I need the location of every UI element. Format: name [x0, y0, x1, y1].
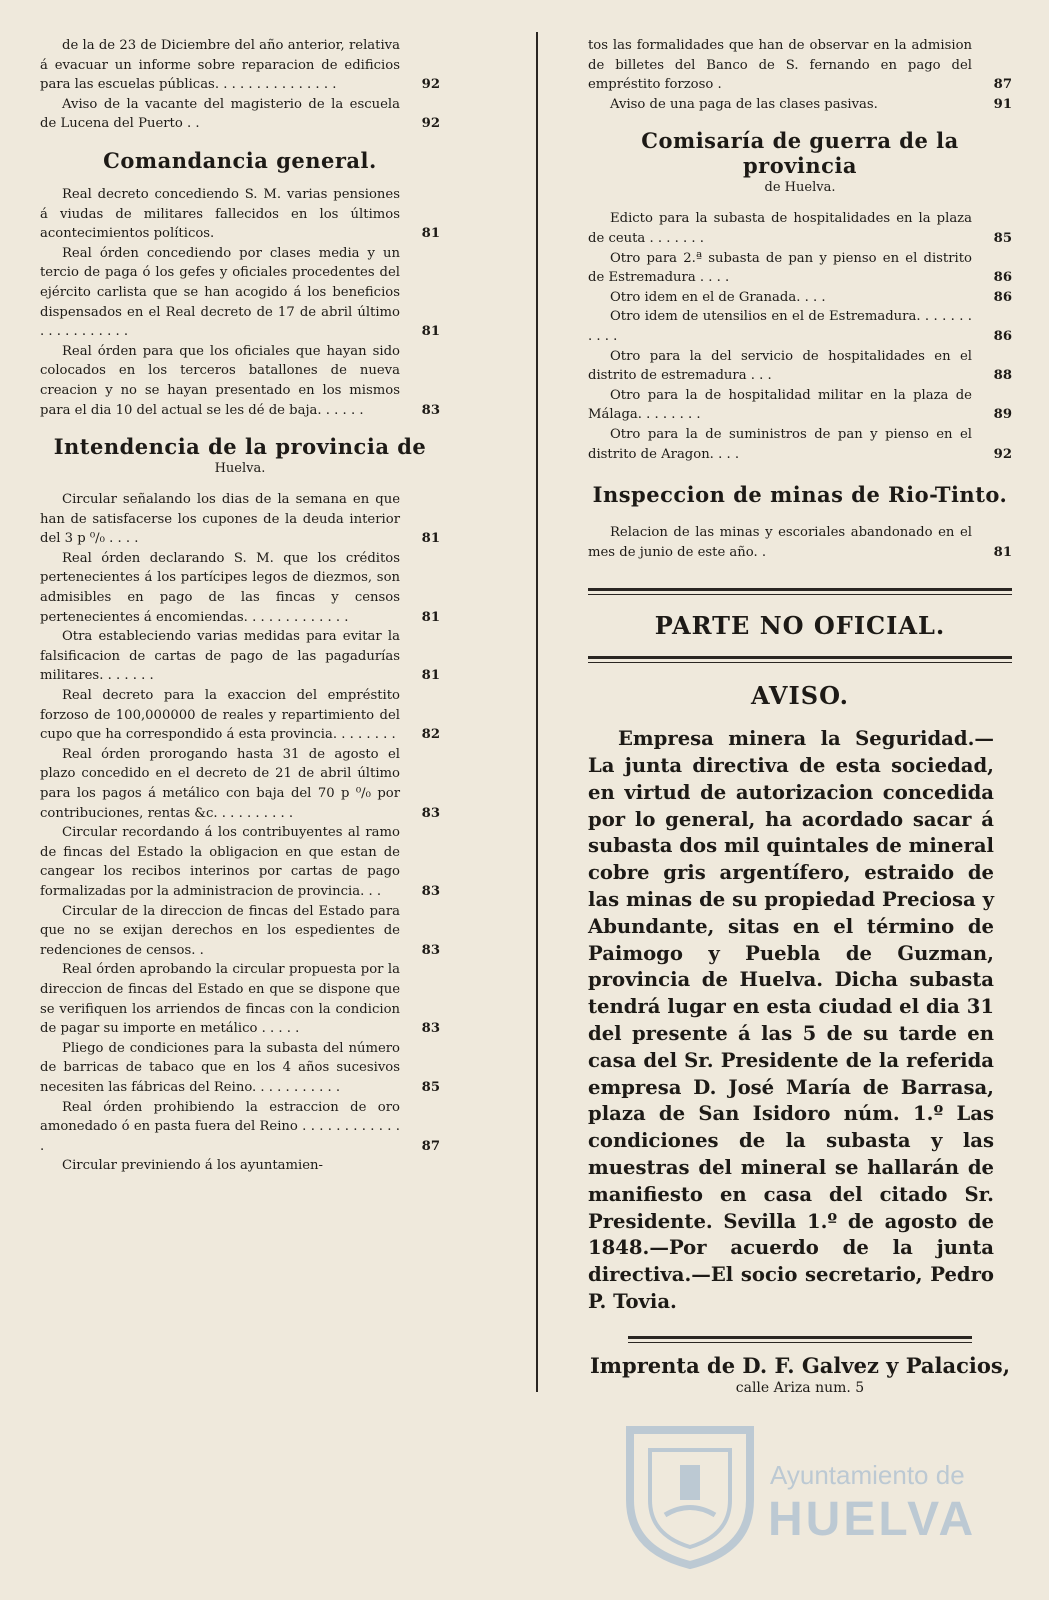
page-number: 86 [993, 289, 1012, 305]
page-number: 82 [421, 727, 440, 743]
page-number: 81 [421, 226, 440, 242]
index-entry [40, 36, 440, 95]
page-number: 89 [993, 407, 1012, 423]
intendencia-subtitle: Huelva. [214, 461, 266, 477]
parte-no-oficial-heading: PARTE NO OFICIAL. [654, 611, 946, 641]
aviso-body: Empresa minera la Seguridad.—La junta directiva de esta sociedad, en virtud de autorizacion concedida por lo general, ha acordado sacar á subasta dos mil quintales de mineral cobre gris argentífero, estraido de las minas de su propiedad Preciosa y Abundante, sitas en el término de Paimogo y Puebla de Guzman, provincia de Huelva. Dicha subasta tendrá lugar en esta ciudad el dia 31 del presente á las 5 de su tarde en casa del Sr. Presidente de la referida empresa D. José María de Barrasa, plaza de San Isidoro núm. 1.º Las condiciones de la subasta y las muestras del mineral se hallarán de manifiesto en casa del citado Sr. Presidente. Sevilla 1.º de agosto de 1848.—Por acuerdo de la junta directiva.—El socio secretario, Pedro P. Tovia. [588, 727, 994, 1314]
index-entry [588, 307, 1012, 346]
intendencia-entries [40, 490, 440, 1176]
index-entry [40, 627, 440, 686]
index-entry [588, 347, 1012, 386]
entry-text: Otro para la de hospitalidad militar en la plaza de Málaga. . . . . . . . [588, 387, 972, 423]
watermark-line2: HUELVA [768, 1493, 977, 1546]
aviso-title: AVISO. [751, 681, 849, 711]
entry-text: Edicto para la subasta de hospitalidades en la plaza de ceuta . . . . . . . [588, 211, 972, 246]
column-divider [536, 32, 538, 1392]
index-entry [40, 1156, 440, 1176]
entry-text: tos las formalidades que han de observar en la admision de billetes del Banco de S. fernando en pago del empréstito forzoso . [588, 38, 972, 93]
entry-text: Otro para la del servicio de hospitalidades en el distrito de estremadura . . . [588, 348, 972, 384]
comisaria-title: Comisaría de guerra de la provincia [641, 128, 959, 179]
entry-text: Otro para 2.ª subasta de pan y pienso en el distrito de Estremadura . . . . [588, 250, 972, 286]
entry-text: Circular de la direccion de fincas del Estado para que no se exijan derechos en los espedientes de redenciones de censos. . [40, 903, 400, 958]
inspeccion-title: Inspeccion de minas de Rio-Tinto. [592, 482, 1008, 508]
page-number: 81 [421, 609, 440, 625]
page-number: 81 [421, 531, 440, 547]
page-number: 83 [421, 942, 440, 958]
index-entry [40, 185, 440, 244]
entry-text: Circular previniendo á los ayuntamien- [62, 1158, 323, 1174]
index-entry [588, 36, 1012, 95]
entry-text: Real decreto concediendo S. M. varias pensiones á viudas de militares fallecidos en los últimos acontecimientos políticos. [40, 186, 400, 242]
page-number: 87 [421, 1138, 440, 1154]
left-column [40, 36, 440, 1176]
page-number: 83 [421, 883, 440, 899]
comandancia-entries [40, 185, 440, 420]
entry-text: Aviso de una paga de las clases pasivas. [610, 96, 878, 112]
inspeccion-entries [588, 523, 1012, 562]
index-entry [40, 1039, 440, 1098]
entry-text: Otra estableciendo varias medidas para evitar la falsificacion de cartas de pago de las pagadurías militares. . . . . . . [40, 629, 400, 684]
page-number: 86 [993, 270, 1012, 286]
index-entry [40, 244, 440, 342]
page-number: 83 [421, 402, 440, 418]
index-entry [40, 823, 440, 901]
page-number: 83 [421, 805, 440, 821]
page-number: 83 [421, 1021, 440, 1037]
page-number: 91 [993, 96, 1012, 112]
right-top-entries [588, 36, 1012, 114]
page-number: 86 [993, 328, 1012, 344]
index-entry [40, 745, 440, 823]
index-entry [40, 960, 440, 1038]
entry-text: Real órden prorogando hasta 31 de agosto el plazo concedido en el decreto de 21 de abril último para los pagos á metálico con baja del 70 p ⁰/₀ por contribuciones, rentas &c. . . . . . . . . . [40, 746, 400, 821]
ayuntamiento-watermark [620, 1420, 1040, 1590]
index-entry [588, 95, 1012, 115]
page-number: 88 [993, 368, 1012, 384]
page-number: 81 [421, 324, 440, 340]
index-entry [40, 342, 440, 420]
index-entry [40, 902, 440, 961]
page-number: 81 [993, 544, 1012, 560]
page-number: 92 [421, 116, 440, 132]
entry-text: Pliego de condiciones para la subasta del número de barricas de tabaco que en los 4 años sucesivos necesiten las fábricas del Reino. . . . . . . . . . . [40, 1040, 400, 1095]
index-entry [40, 549, 440, 627]
entry-text: Relacion de las minas y escoriales abandonado en el mes de junio de este año. . [588, 525, 972, 560]
entry-text: Aviso de la vacante del magisterio de la escuela de Lucena del Puerto . . [40, 96, 400, 132]
page-number: 85 [421, 1079, 440, 1095]
entry-text: Real órden aprobando la circular propuesta por la direccion de fincas del Estado en que se dispone que se verifiquen los arriendos de fincas con la condicion de pagar su importe en metálico . . . . . [40, 962, 400, 1037]
entry-text: de la de 23 de Diciembre del año anterior, relativa á evacuar un informe sobre reparacion de edificios para las escuelas públicas. . . . . . . . . . . . . . . [40, 38, 400, 93]
entry-text: Real órden para que los oficiales que hayan sido colocados en los terceros batallones de nueva creacion y no se hayan presentado en los mismos para el dia 10 del actual se les dé de baja. . . . . . [40, 343, 400, 418]
index-entry [588, 209, 1012, 248]
page-number: 81 [421, 668, 440, 684]
entry-text: Real órden declarando S. M. que los créditos pertenecientes á los partícipes legos de diezmos, son admisibles en pago de las fincas y censos pertenecientes á encomiendas. . . . . . . . . . . . . [40, 550, 400, 625]
intendencia-title: Intendencia de la provincia de [53, 434, 427, 460]
page-number: 87 [993, 77, 1012, 93]
imprenta-name: Imprenta de D. F. Galvez y Palacios, [589, 1352, 1011, 1378]
entry-text: Circular recordando á los contribuyentes al ramo de fincas del Estado la obligacion en que estan de cangear los recibos interinos por cartas de pago formalizadas por la administracion de provincia. . . [40, 825, 400, 899]
index-entry [588, 249, 1012, 288]
right-column [588, 36, 1012, 1396]
left-top-entries [40, 36, 440, 134]
index-entry [588, 386, 1012, 425]
page-number: 85 [993, 230, 1012, 246]
watermark-line1: Ayuntamiento de [770, 1460, 965, 1490]
entry-text: Otro idem en el de Granada. . . . [610, 289, 826, 305]
comisaria-subtitle: de Huelva. [764, 180, 836, 196]
imprenta-address: calle Ariza num. 5 [735, 1379, 865, 1396]
divider-top [588, 588, 1012, 595]
entry-text: Real órden concediendo por clases media y un tercio de paga ó los gefes y oficiales procedentes del ejército carlista que se han acogido á los beneficios dispensados en el Real decreto de 17 de abril último . . . . . . . . . . . [40, 245, 400, 340]
page-number: 92 [421, 77, 440, 93]
index-entry [588, 288, 1012, 308]
comisaria-entries [588, 209, 1012, 464]
comandancia-title: Comandancia general. [103, 147, 377, 173]
entry-text: Real órden prohibiendo la estraccion de oro amonedado ó en pasta fuera del Reino . . . . . . . . . . . . . [40, 1099, 400, 1154]
divider-middle [588, 656, 1012, 663]
shield-icon [620, 1420, 760, 1570]
index-entry [40, 490, 440, 549]
index-entry [588, 425, 1012, 464]
page-number: 92 [993, 446, 1012, 462]
entry-text: Otro para la de suministros de pan y pienso en el distrito de Aragon. . . . [588, 426, 972, 462]
entry-text: Otro idem de utensilios en el de Estremadura. . . . . . . . . . . [588, 309, 972, 344]
entry-text: Circular señalando los dias de la semana en que han de satisfacerse los cupones de la deuda interior del 3 p ⁰/₀ . . . . [40, 492, 400, 547]
entry-text: Real decreto para la exaccion del empréstito forzoso de 100,000000 de reales y repartimiento del cupo que ha correspondido á esta provincia. . . . . . . . [40, 688, 400, 743]
index-entry [588, 523, 1012, 562]
index-entry [40, 686, 440, 745]
index-entry [40, 1098, 440, 1157]
index-entry [40, 95, 440, 134]
divider-bottom [628, 1336, 972, 1343]
